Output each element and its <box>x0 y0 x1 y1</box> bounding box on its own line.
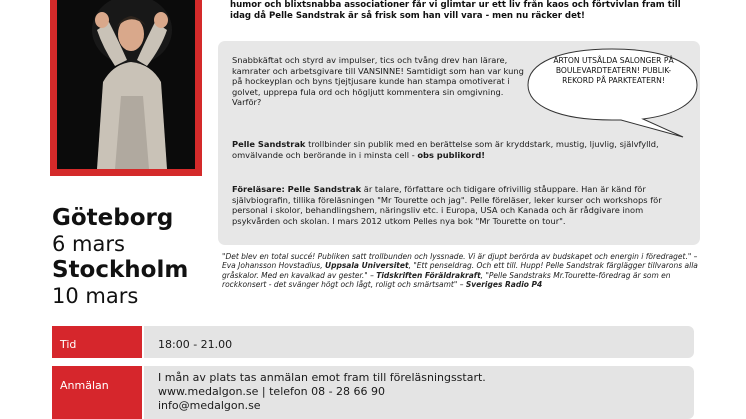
city-stockholm: Stockholm <box>52 257 189 283</box>
testimonials <box>222 252 700 289</box>
time-label: Tid <box>52 326 142 358</box>
speaker-paragraph-text: trollbinder sin publik med en berättelse som är kryddstark, mustig, ljuvlig, självfylld, omvälvande och berörande in i minsta cell - <box>232 139 659 160</box>
speaker-photo-frame <box>50 0 202 176</box>
time-value: 18:00 - 21.00 <box>144 326 694 358</box>
city-goteborg: Göteborg <box>52 205 174 231</box>
registration-email[interactable]: info@medalgon.se <box>158 399 261 412</box>
registration-value <box>144 366 694 419</box>
lecturer-paragraph-text: är talare, författare och tidigare ofrivillig ståuppare. Han är känd för självbiografin, tillika föreläsningen "Mr Tourette och jag". Pelle föreläser, leker kurser och workshops för personal i skolor, behandlingshem, näringsliv etc. i Europa, USA och Kanada och är rådgivare inom psykvården och skolan. I mars 2012 utkom Pelles nya bok "Mr Tourette on tour". <box>232 184 662 226</box>
speech-bubble <box>525 45 700 140</box>
event-locations <box>52 205 188 309</box>
intro-text: humor och blixtsnabba associationer får vi glimtar ur ett liv från kaos och förtvivlan fram till idag då Pelle Sandstrak är så frisk som han vill vara - men nu räcker det! <box>230 0 681 21</box>
speaker-paragraph-end: obs publikord! <box>417 149 486 160</box>
quote-2: , "Ett penseldrag. Och ett till. Hupp! Pelle Sandstrak färglägger tillvarons alla gråskalor. Med en kavalkad av gester." – <box>222 261 698 280</box>
lecturer-heading: Föreläsare: Pelle Sandstrak <box>232 184 362 194</box>
speaker-paragraph <box>232 139 692 160</box>
date-stockholm: 10 mars <box>52 284 139 308</box>
registration-label: Anmälan <box>52 366 142 419</box>
quote-1-source: Uppsala Universitet <box>325 261 409 271</box>
date-goteborg: 6 mars <box>52 232 125 256</box>
speaker-photo <box>57 0 195 169</box>
registration-note: I mån av plats tas anmälan emot fram till föreläsningsstart. <box>158 371 486 384</box>
lecturer-paragraph <box>232 184 692 226</box>
quote-2-source: Tidskriften Föräldrakraft <box>376 270 481 280</box>
registration-contact[interactable]: www.medalgon.se | telefon 08 - 28 66 90 <box>158 385 386 398</box>
speaker-name: Pelle Sandstrak <box>232 139 306 149</box>
description-paragraph: Snabbkäftat och styrd av impulser, tics och tvång drev han lärare, kamrater och arbetsgivare till VANSINNE! Samtidigt som han var kung på hockeyplan och byns tjejtjusare kunde han stampa omotiverat i golvet, upprepa fula ord och högljutt kommentera sin omgivning. Varför? <box>232 55 524 108</box>
quote-3-source: Sveriges Radio P4 <box>465 279 543 289</box>
quote-3: , "Pelle Sandstraks Mr.Tourette-föredrag är som en rockkonsert - det svänger högt och lågt, roligt och smärtsamt" – <box>222 270 671 289</box>
quote-1: "Det blev en total succé! Publiken satt trollbunden och lyssnade. Vi är djupt berörda av budskapet och energin i föredraget." – Eva Johansson Hovstadius, <box>222 252 698 271</box>
speech-bubble-text: ARTON UTSÅLDA SALONGER PÅ BOULEVARDTEATERN! PUBLIK-REKORD PÅ PARKTEATERN! <box>553 56 674 85</box>
